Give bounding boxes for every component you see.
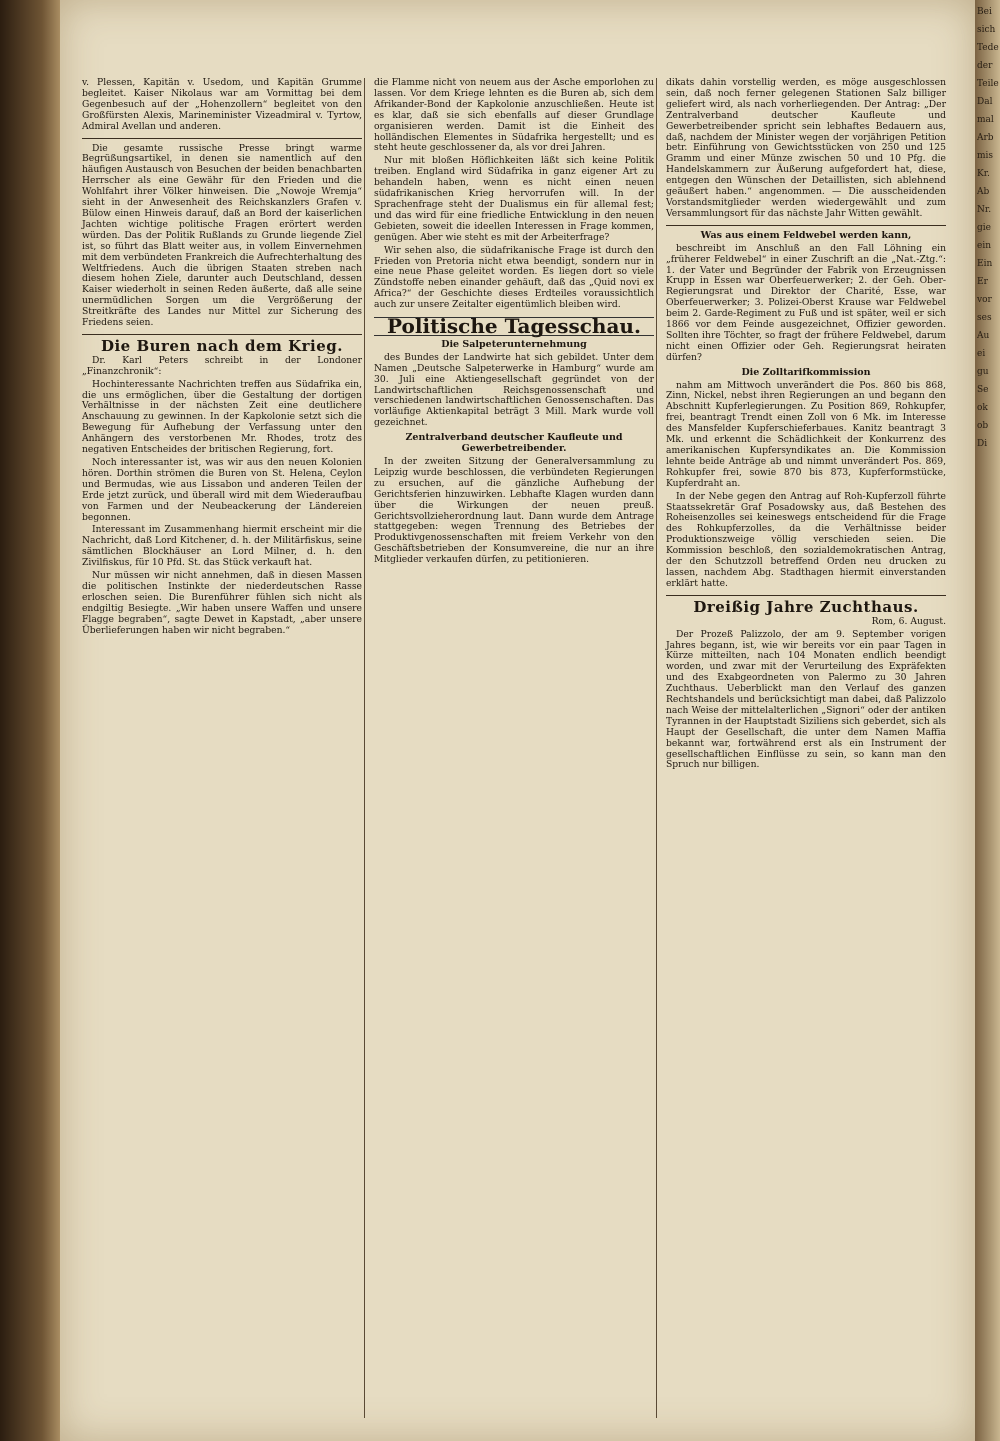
headline-zuchthaus: Dreißig Jahre Zuchthaus. <box>693 597 919 616</box>
edge-fragment: ok <box>977 403 988 413</box>
subheading: Zentralverband deutscher Kaufleute und Gewerbetreibender. <box>405 432 623 455</box>
edge-fragment: Au <box>977 331 990 341</box>
edge-fragment: mal <box>977 115 994 125</box>
column-middle <box>374 78 654 568</box>
next-page-edge <box>975 0 1000 1441</box>
edge-fragment: Kr. <box>977 169 990 179</box>
edge-fragment: vor <box>977 295 992 305</box>
article-text: beschreibt im Anschluß an den Fall Löhning ein „früherer Feldwebel“ in einer Zuschrift an die „Nat.-Ztg.“: 1. der Vater und Begründer der Fabrik von Erzeugnissen Krupp in Essen war Oberfeuerwerker; 2. der Geh. Ober-Regierungsrat und Direktor der Charité, Esse, war Oberfeuerwerker; 3. Polizei-Oberst Krause war Feldwebel beim 2. Garde-Regiment zu Fuß und ist später, weil er sich 1866 vor dem Feinde ausgezeichnet, Offizier geworden. Sollten ihre Töchter, so fragt der frühere Feldwebel, darum nicht einen Offizier oder Geh. Regierungsrat heiraten dürfen? <box>666 242 946 363</box>
headline-buren: Die Buren nach dem Krieg. <box>100 336 344 355</box>
edge-fragment: Di <box>977 439 988 449</box>
edge-fragment: ses <box>977 313 992 323</box>
article-text: Nur mit bloßen Höflichkeiten läßt sich keine Politik treiben. England wird Südafrika in ganz eigener Art zu behandeln haben, wenn es nicht einen neuen südafrikanischen Krieg hervorrufen will. In der Sprachenfrage steht der Dualismus ein für allemal fest; und das wird für eine friedliche Entwicklung in den neuen Gebieten, soweit die ideellen Interessen in Frage kommen, genügen. Aber wie steht es mit der Arbeiterfrage? <box>374 155 654 243</box>
subheading: Die Salpeterunternehmung <box>441 338 587 350</box>
section-heading-tagesschau: Politische Tagesschau. <box>374 317 654 336</box>
edge-fragment: gie <box>977 223 991 233</box>
article-text: Hochinteressante Nachrichten treffen aus Südafrika ein, die uns ermöglichen, über die Gestaltung der dortigen Verhältnisse in der nächsten Zeit eine deutlichere Anschauung zu gewinnen. In der Kapkolonie setzt sich die Bewegung für Aufhebung der Verfassung unter den Anhängern des verstorbenen Mr. Rhodes, trotz des negativen Entscheides der britischen Regierung, fort. <box>82 378 362 456</box>
article-text: des Bundes der Landwirte hat sich gebildet. Unter dem Namen „Deutsche Salpeterwerke in Hamburg“ wurde am 30. Juli eine Aktiengesellschaft gegründet von der Landwirtschaftlichen Reichsgenossenschaft und verschiedenen landwirtschaftlichen Genossenschaften. Das vorläufige Aktienkapital beträgt 3 Mill. Mark wurde voll gezeichnet. <box>374 351 654 429</box>
column-divider <box>656 78 657 1418</box>
edge-fragment: der <box>977 61 993 71</box>
article-text: Die gesamte russische Presse bringt warme Begrüßungsartikel, in denen sie namentlich auf den häufigen Austausch von Besuchen der beiden benachbarten Herrscher als eine Gewähr für den Frieden und die Wohlfahrt ihrer Völker hinweisen. Die „Nowoje Wremja“ sieht in der Anwesenheit des Reichskanzlers Grafen v. Bülow einen Hinweis darauf, daß an Bord der kaiserlichen Jachten wichtige politische Fragen erörtert werden würden. Das der Politik Rußlands zu Grunde liegende Ziel ist, so führt das Blatt weiter aus, in vollem Einvernehmen mit dem verbündeten Frankreich die Aufrechterhaltung des Weltfriedens. Auch die übrigen Staaten streben nach diesem hohen Ziele, darunter auch Deutschland, dessen Kaiser wiederholt in seinen Reden äußerte, daß alle seine unermüdlichen Sorgen um die Vergrößerung der Streitkräfte des Landes nur Mittel zur Sicherung des Friedens seien. <box>82 142 362 329</box>
article-text: In der Nebe gegen den Antrag auf Roh-Kupferzoll führte Staatssekretär Graf Posadowsky aus, daß Bestehen des Roheisenzolles sei keineswegs entscheidend für die Frage des Rohkupferzolles, da die Verhältnisse beider Produktionszweige völlig verschieden seien. Die Kommission beschloß, den sozialdemokratischen Antrag, der den Schutzzoll betreffend Orden neu drucken zu lassen, nachdem Abg. Stadthagen hiermit einverstanden erklärt hatte. <box>666 490 946 589</box>
article-text: In der zweiten Sitzung der Generalversammlung zu Leipzig wurde beschlossen, die verbündeten Regierungen zu ersuchen, auf die gänzliche Aufhebung der Gerichtsferien hinzuwirken. Lebhafte Klagen wurden dann über die Wirkungen der neuen preuß. Gerichtsvollzieherordnung laut. Dann wurde dem Antrage stattgegeben: wegen Trennung des Betriebes der Produktivgenossenschaften mit freiem Verkehr von den Geschäftsbetrieben der Konsumvereine, die nur an ihre Mitglieder verkaufen dürfen, zu petitionieren. <box>374 456 654 566</box>
newspaper-page <box>60 0 975 1441</box>
subheading: Die Zolltarifkommission <box>741 366 871 378</box>
article-text: Nur müssen wir nicht annehmen, daß in diesen Massen die politischen Instinkte der niederdeutschen Rasse erloschen seien. Die Burenführer fühlen sich nicht als endgiltig Besiegte. „Wir haben unsere Waffen und unsere Flagge begraben“, sagte Dewet in Kapstadt, „aber unsere Überlieferungen haben wir nicht begraben.“ <box>82 570 362 636</box>
dateline: Rom, 6. August. <box>871 615 946 627</box>
edge-fragment: Arb <box>977 133 994 143</box>
edge-fragment: gu <box>977 367 989 377</box>
separator <box>82 334 362 335</box>
separator <box>82 138 362 139</box>
edge-fragment: Ein <box>977 259 993 269</box>
edge-fragment: Nr. <box>977 205 992 215</box>
book-binding <box>0 0 60 1441</box>
article-text: dikats dahin vorstellig werden, es möge ausgeschlossen sein, daß noch ferner gelegenen Stationen Salz billiger geliefert wird, als nach vorherliegenden. Der Antrag: „Der Zentralverband deutscher Kaufleute und Gewerbetreibender spricht sein lebhaftes Bedauern aus, daß, nachdem der Minister wegen der vorjährigen Petition betr. Einführung von Gewichtsstücken von 250 und 125 Gramm und einer Münze zwischen 50 und 10 Pfg. die Handelskammern zur Äußerung aufgefordert hat, diese, entgegen den Wünschen der Detaillisten, sich ablehnend geäußert haben.“ angenommen. — Die ausscheidenden Vorstandsmitglieder werden wiedergewählt und zum Versammlungsort für das nächste Jahr Witten gewählt. <box>666 77 946 219</box>
separator <box>666 225 946 226</box>
separator <box>666 595 946 596</box>
article-text: v. Plessen, Kapitän v. Usedom, und Kapitän Grumme begleitet. Kaiser Nikolaus war am Vormittag bei dem Gegenbesuch auf der „Hohenzollern“ begleitet von den Großfürsten Alexis, Marineminister Vizeadmiral v. Tyrtow, Admiral Avellan und anderen. <box>82 77 362 132</box>
edge-fragment: Bei <box>977 7 992 17</box>
edge-fragment: Tede <box>977 43 999 53</box>
edge-fragment: mis <box>977 151 994 161</box>
article-text: Dr. Karl Peters schreibt in der Londoner „Finanzchronik“: <box>82 354 362 377</box>
edge-fragment: Er <box>977 277 988 287</box>
edge-fragment: Ab <box>977 187 990 197</box>
edge-fragment: Teile <box>977 79 999 89</box>
column-left <box>82 78 362 639</box>
edge-fragment: ei <box>977 349 986 359</box>
edge-fragment: sich <box>977 25 996 35</box>
article-text: Noch interessanter ist, was wir aus den neuen Kolonien hören. Dorthin strömen die Buren von St. Helena, Ceylon und Bermudas, wie aus Lissabon und anderen Teilen der Erde jetzt zurück, und überall wird mit dem Wiederaufbau von Farmen und der Neubeackerung der Ländereien begonnen. <box>82 457 362 523</box>
column-divider <box>364 78 365 1418</box>
article-text: Interessant im Zusammenhang hiermit erscheint mir die Nachricht, daß Lord Kitchener, d. h. der Militärfiskus, seine sämtlichen Blockhäuser an Lord Milner, d. h. den Zivilfiskus, für 10 Pfd. St. das Stück verkauft hat. <box>82 524 362 569</box>
article-text: Wir sehen also, die südafrikanische Frage ist durch den Frieden von Pretoria nicht etwa beendigt, sondern nur in eine neue Phase geleitet worden. Es liegen dort so viele Zündstoffe neben einander gehäuft, daß das „Quid novi ex Africa?“ der Geschichte dieses Erdteiles voraussichtlich auch zur unsere Zeitalter eigentümlich bleiben wird. <box>374 244 654 311</box>
edge-fragment: ob <box>977 421 989 431</box>
article-text: die Flamme nicht von neuem aus der Asche emporlohen zu lassen. Vor dem Kriege lehnten es die Buren ab, sich dem Afrikander-Bond der Kapkolonie anzuschließen. Heute ist es klar, daß sie sich ebenfalls auf dieser Grundlage organisieren werden. Damit ist die Einheit des holländischen Elementes in Südafrika hergestellt; und es steht heute geschlossener da, als vor drei Jahren. <box>374 77 654 154</box>
column-right <box>666 78 946 773</box>
edge-fragment: Se <box>977 385 989 395</box>
article-text: nahm am Mittwoch unverändert die Pos. 860 bis 868, Zinn, Nickel, nebst ihren Regierungen an und begann den Abschnitt Kupferlegierungen. Zu Position 869, Rohkupfer, frei, beantragt Trendt einen Zoll von 6 Mk. im Interesse des Mansfelder Kupferschieferbaues. Kanitz beantragt 3 Mk. und erkennt die Schädlichkeit der Konkurrenz des amerikanischen Kupfersyndikates an. Die Kommission lehnte beide Anträge ab und nimmt unverändert Pos. 869, Rohkupfer frei, sowie 870 bis 873, Kupferformstücke, Kupferdraht an. <box>666 379 946 489</box>
subheading: Was aus einem Feldwebel werden kann, <box>700 229 912 241</box>
edge-fragment: ein <box>977 241 992 251</box>
article-text: Der Prozeß Palizzolo, der am 9. September vorigen Jahres begann, ist, wie wir bereits vor ein paar Tagen in Kürze mitteilten, nach 104 Monaten endlich beendigt worden, und zwar mit der Verurteilung des Expräfekten und des Exabgeordneten von Palermo zu 30 Jahren Zuchthaus. Ueberblickt man den Verlauf des ganzen Rechtshandels und berücksichtigt man dabei, daß Palizzolo nach Weise der mittelalterlichen „Signori“ oder der antiken Tyrannen in der Hauptstadt Siziliens sich geberdet, sich als Haupt der Gesellschaft, die unter dem Namen Maffia bekannt war, fortwährend erst als ein Instrument der gesellschaftlichen Einflüsse zu sein, so kann man den Spruch nur billigen. <box>666 628 946 771</box>
edge-fragment: Dal <box>977 97 993 107</box>
